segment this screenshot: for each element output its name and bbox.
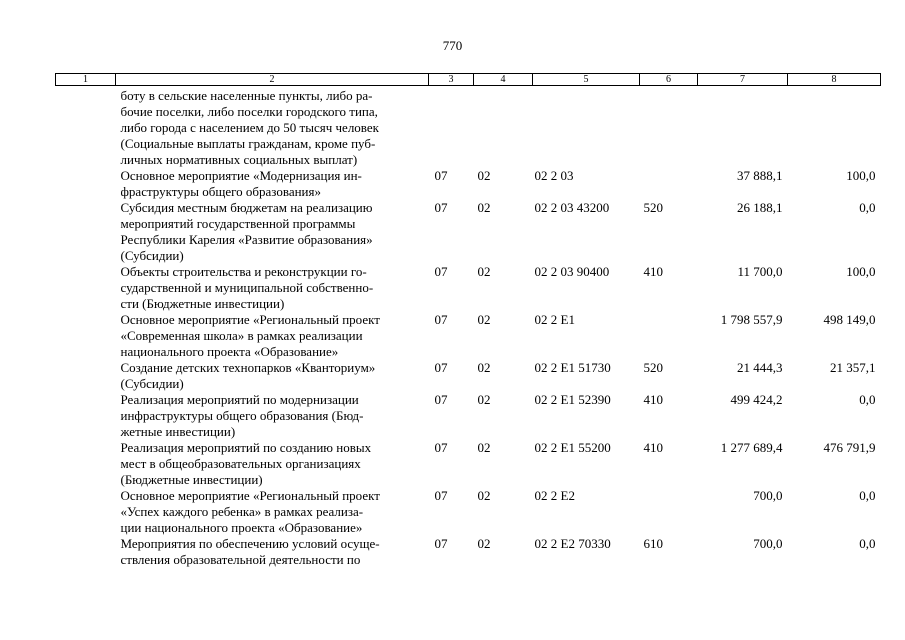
amount-year-1: 1 798 557,9	[720, 312, 783, 327]
description-line: ствления образовательной деятельности по	[120, 552, 361, 567]
amount-year-1: 700,0	[753, 536, 783, 551]
column-number: 8	[788, 74, 881, 86]
subsection-code: 02	[477, 440, 491, 455]
amount-year-1: 1 277 689,4	[720, 440, 783, 455]
column-number-row	[56, 74, 881, 86]
amount-year-1: 21 444,3	[737, 360, 783, 375]
section-code: 07	[434, 440, 448, 455]
row-index-cell	[56, 168, 116, 200]
target-article-code: 02 2 E1 52390	[534, 392, 611, 407]
description-line: жетные инвестиции)	[120, 424, 236, 439]
table-row	[56, 536, 881, 568]
description-line: (Бюджетные инвестиции)	[120, 472, 263, 487]
table-row	[56, 312, 881, 360]
item-description	[116, 392, 429, 440]
description-line: (Субсидии)	[120, 248, 184, 263]
section-code: 07	[434, 536, 448, 551]
table-row	[56, 392, 881, 440]
amount-year-2: 0,0	[859, 392, 876, 407]
description-line: боту в сельские населенные пункты, либо ра-	[120, 88, 373, 103]
item-description	[116, 312, 429, 360]
row-index-cell	[56, 392, 116, 440]
subsection-code: 02	[477, 264, 491, 279]
amount-year-2: 0,0	[859, 488, 876, 503]
expense-type-code: 520	[643, 200, 663, 215]
target-article-code: 02 2 E1 55200	[534, 440, 611, 455]
expense-type-code	[640, 86, 698, 169]
budget-table	[55, 73, 881, 568]
description-line: ции национального проекта «Образование»	[120, 520, 363, 535]
section-code: 07	[434, 200, 448, 215]
amount-year-1: 11 700,0	[737, 264, 783, 279]
description-line: инфраструктуры общего образования (Бюд-	[120, 408, 364, 423]
description-line: (Социальные выплаты гражданам, кроме пуб-	[120, 136, 376, 151]
description-line: мероприятий государственной программы	[120, 216, 356, 231]
item-description	[116, 86, 429, 169]
section-code: 07	[434, 168, 448, 183]
description-line: сти (Бюджетные инвестиции)	[120, 296, 285, 311]
column-number: 1	[56, 74, 116, 86]
expense-type-code	[640, 488, 698, 536]
amount-year-2: 100,0	[846, 168, 876, 183]
subsection-code	[474, 86, 533, 169]
subsection-code: 02	[477, 488, 491, 503]
target-article-code: 02 2 E1 51730	[534, 360, 611, 375]
section-code: 07	[434, 264, 448, 279]
expense-type-code: 520	[643, 360, 663, 375]
table-row	[56, 488, 881, 536]
expense-type-code: 410	[643, 440, 663, 455]
section-code: 07	[434, 312, 448, 327]
expense-type-code	[640, 168, 698, 200]
section-code: 07	[434, 392, 448, 407]
amount-year-1: 26 188,1	[737, 200, 783, 215]
amount-year-2: 0,0	[859, 536, 876, 551]
table-row	[56, 264, 881, 312]
subsection-code: 02	[477, 200, 491, 215]
description-line: «Успех каждого ребенка» в рамках реализа-	[120, 504, 364, 519]
description-line: сударственной и муниципальной собственно-	[120, 280, 374, 295]
target-article-code: 02 2 03 90400	[534, 264, 610, 279]
description-line: Мероприятия по обеспечению условий осуще-	[120, 536, 380, 551]
table-row	[56, 360, 881, 392]
amount-year-2: 498 149,0	[823, 312, 876, 327]
description-line: (Субсидии)	[120, 376, 184, 391]
description-line: национального проекта «Образование»	[120, 344, 339, 359]
amount-year-1: 499 424,2	[730, 392, 783, 407]
description-line: Основное мероприятие «Региональный проект	[120, 488, 380, 503]
table-row	[56, 168, 881, 200]
table-row	[56, 440, 881, 488]
amount-year-2	[788, 86, 881, 169]
description-line: Реализация мероприятий по модернизации	[120, 392, 359, 407]
column-number: 2	[116, 74, 429, 86]
target-article-code: 02 2 E1	[534, 312, 575, 327]
amount-year-2: 100,0	[846, 264, 876, 279]
table-row	[56, 86, 881, 169]
expense-type-code: 410	[643, 392, 663, 407]
item-description	[116, 168, 429, 200]
expense-type-code	[640, 312, 698, 360]
item-description	[116, 488, 429, 536]
target-article-code: 02 2 03	[534, 168, 574, 183]
description-line: фраструктуры общего образования»	[120, 184, 321, 199]
page-number: 770	[442, 38, 463, 53]
row-index-cell	[56, 264, 116, 312]
row-index-cell	[56, 536, 116, 568]
target-article-code: 02 2 E2	[534, 488, 575, 503]
amount-year-2: 21 357,1	[830, 360, 876, 375]
section-code	[429, 86, 474, 169]
amount-year-2: 476 791,9	[823, 440, 876, 455]
description-line: Реализация мероприятий по созданию новых	[120, 440, 372, 455]
amount-year-1	[698, 86, 788, 169]
amount-year-1: 37 888,1	[737, 168, 783, 183]
description-line: Создание детских технопарков «Кванториум»	[120, 360, 376, 375]
subsection-code: 02	[477, 536, 491, 551]
column-number: 6	[640, 74, 698, 86]
description-line: либо города с населением до 50 тысяч человек	[120, 120, 379, 135]
description-line: Субсидия местным бюджетам на реализацию	[120, 200, 373, 215]
row-index-cell	[56, 440, 116, 488]
item-description	[116, 440, 429, 488]
row-index-cell	[56, 86, 116, 169]
column-number: 7	[698, 74, 788, 86]
item-description	[116, 200, 429, 264]
description-line: бочие поселки, либо поселки городского типа,	[120, 104, 378, 119]
description-line: личных нормативных социальных выплат)	[120, 152, 358, 167]
row-index-cell	[56, 360, 116, 392]
target-article-code: 02 2 03 43200	[534, 200, 610, 215]
description-line: Основное мероприятие «Модернизация ин-	[120, 168, 362, 183]
description-line: мест в общеобразовательных организациях	[120, 456, 361, 471]
column-number: 5	[533, 74, 640, 86]
expense-type-code: 410	[643, 264, 663, 279]
subsection-code: 02	[477, 168, 491, 183]
description-line: Республики Карелия «Развитие образования»	[120, 232, 373, 247]
description-line: Основное мероприятие «Региональный проект	[120, 312, 380, 327]
column-number: 4	[474, 74, 533, 86]
description-line: «Современная школа» в рамках реализации	[120, 328, 363, 343]
section-code: 07	[434, 360, 448, 375]
expense-type-code: 610	[643, 536, 663, 551]
row-index-cell	[56, 488, 116, 536]
row-index-cell	[56, 312, 116, 360]
target-article-code	[533, 86, 640, 169]
subsection-code: 02	[477, 360, 491, 375]
column-number: 3	[429, 74, 474, 86]
target-article-code: 02 2 E2 70330	[534, 536, 611, 551]
table-row	[56, 200, 881, 264]
subsection-code: 02	[477, 312, 491, 327]
item-description	[116, 536, 429, 568]
description-line: Объекты строительства и реконструкции го-	[120, 264, 367, 279]
row-index-cell	[56, 200, 116, 264]
section-code: 07	[434, 488, 448, 503]
subsection-code: 02	[477, 392, 491, 407]
amount-year-2: 0,0	[859, 200, 876, 215]
amount-year-1: 700,0	[753, 488, 783, 503]
item-description	[116, 264, 429, 312]
item-description	[116, 360, 429, 392]
